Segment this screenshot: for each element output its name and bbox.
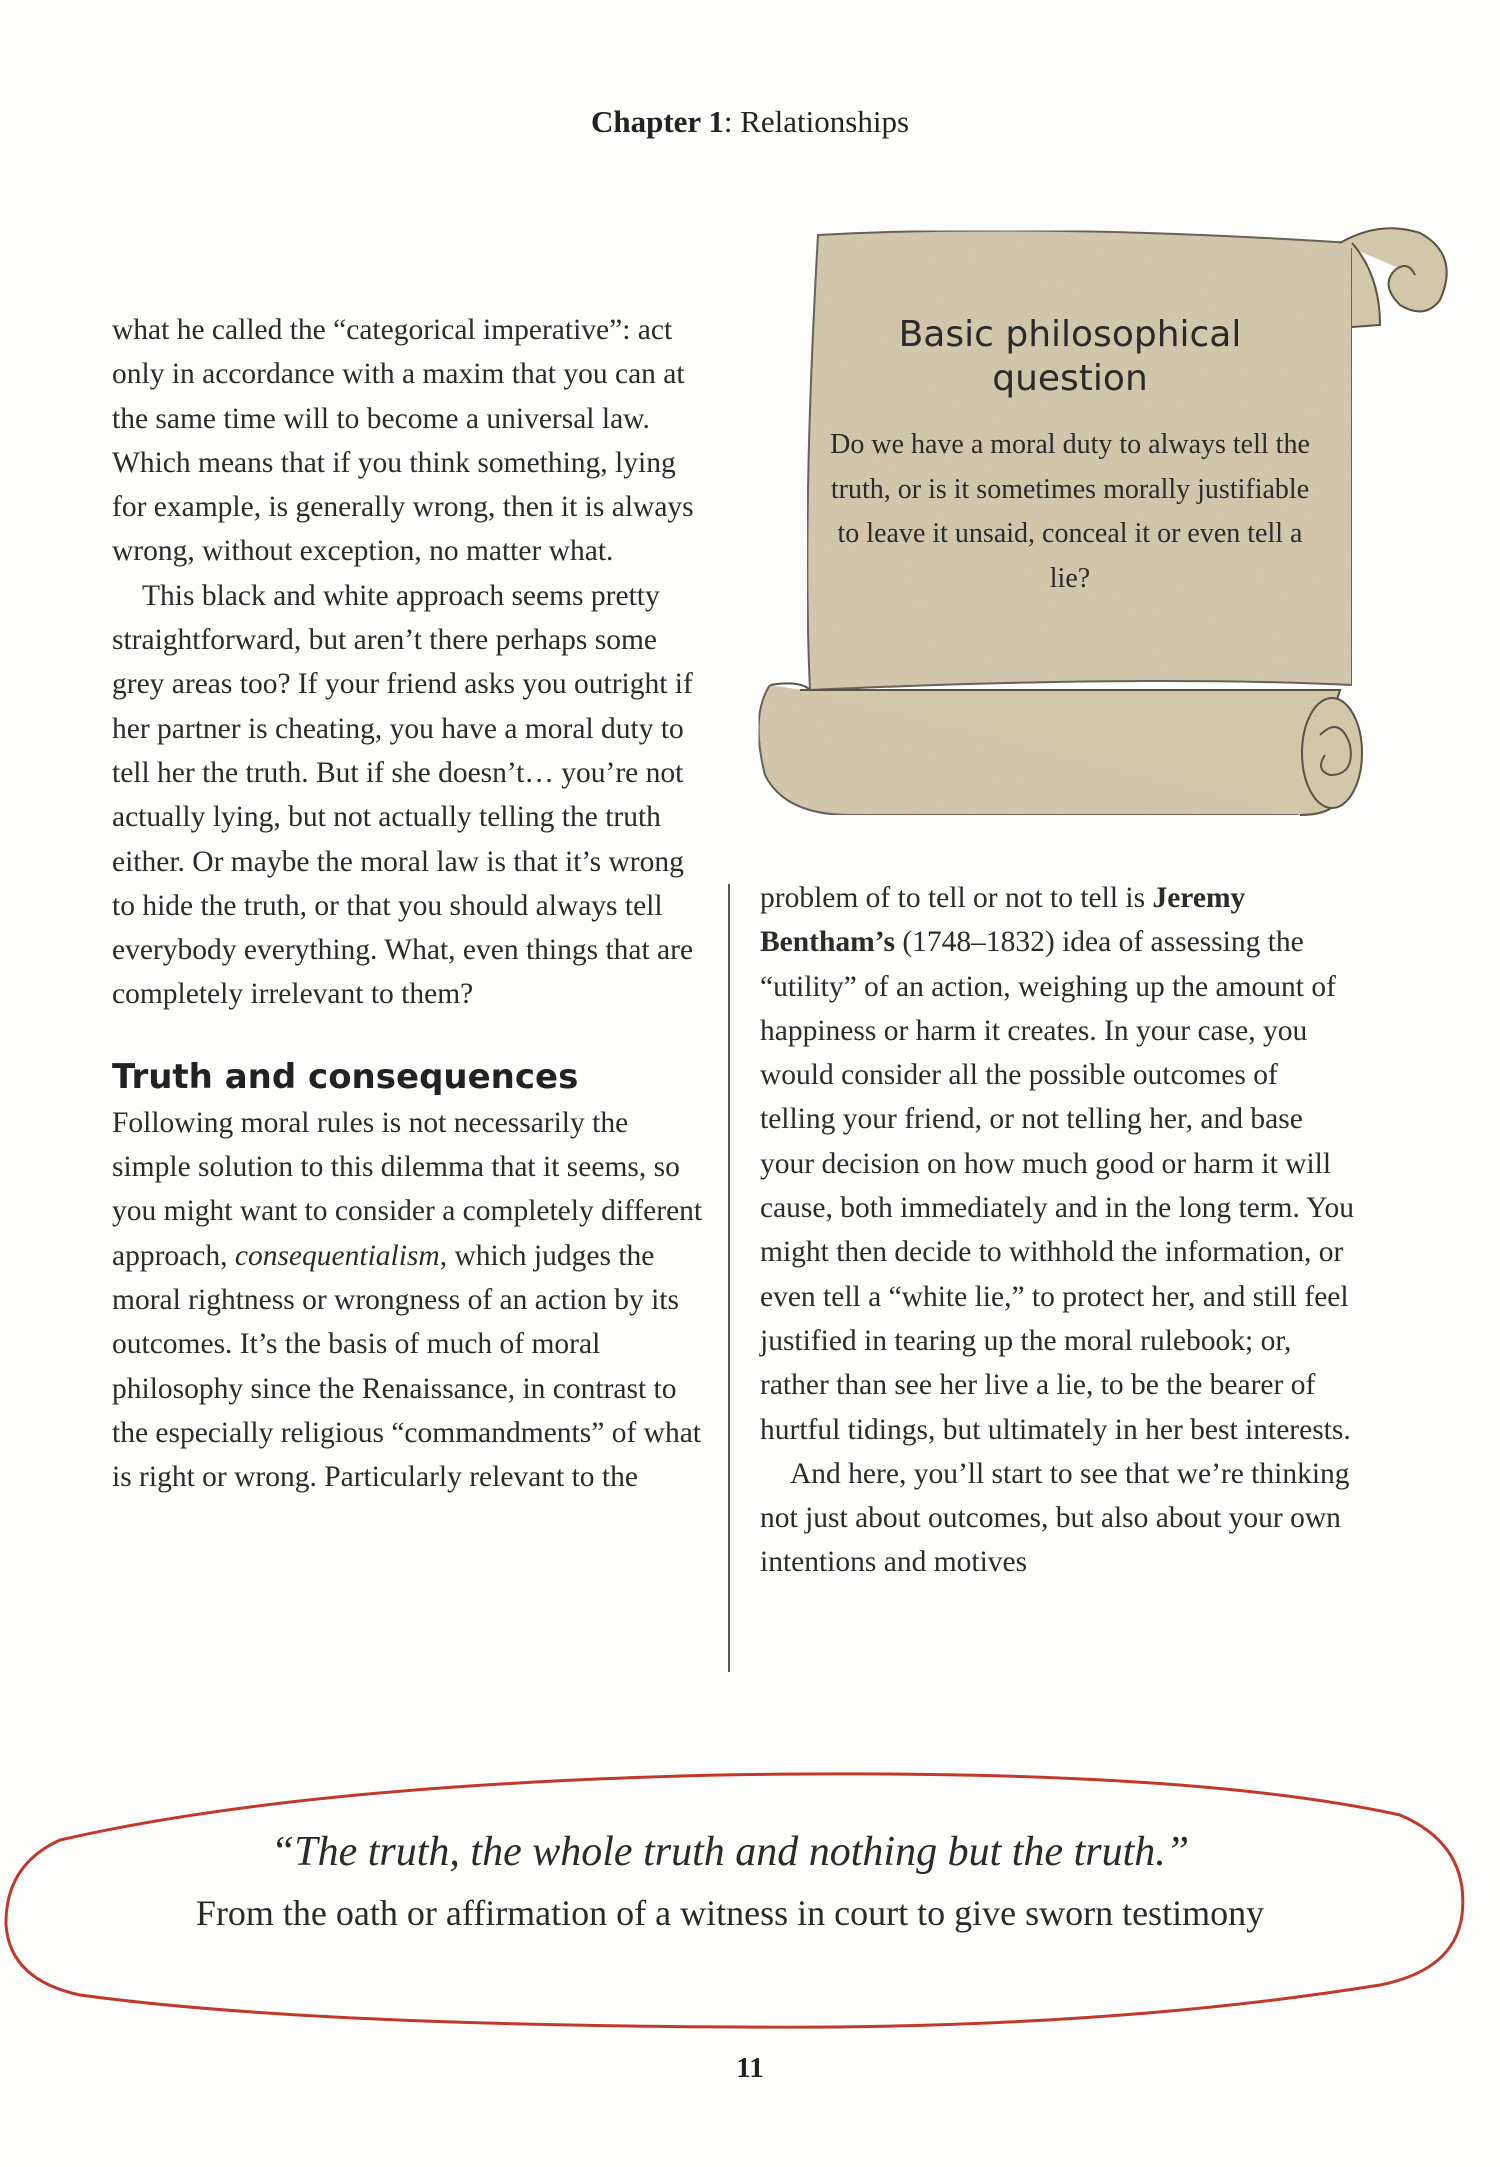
section-heading: Truth and consequences [112,1056,579,1097]
quote-text: “The truth, the whole truth and nothing but the truth.” [270,1829,1190,1875]
scroll-question: Do we have a moral duty to always tell the truth, or is it sometimes morally justifiable to leave it unsaid, conceal it or even tell a lie? [830,429,1310,594]
chapter-title: : Relationships [723,104,910,139]
right-paragraph-1 [760,876,1360,1452]
scroll-title: Basic philosophical question [898,314,1242,399]
chapter-label: Chapter 1 [590,104,724,139]
left-column [112,308,712,1499]
name-jeremy-bentham: Jeremy Bentham’s [760,882,1246,959]
left-paragraph-1: what he called the “categorical imperative”: act only in accordance with a maxim that you can at the same time will to become a universal law. Which means that if you think something, lying for example, is generally wrong, then it is always wrong, without exception, no matter what. [112,314,694,568]
term-consequentialism: consequentialism [234,1239,440,1272]
left-paragraph-3 [112,1101,712,1500]
left-paragraph-3-a: Following moral rules is not necessarily the simple solution to this dilemma that it seems, so you might want to consider a completely different approach, [112,1106,703,1272]
column-divider [728,884,730,1672]
left-paragraph-2: This black and white approach seems pretty straightforward, but aren’t there perhaps some grey areas too? If your friend asks you outright if her partner is cheating, you have a moral duty to tell her the truth. But if she doesn’t… you’re not actually lying, but not actually telling the truth either. Or maybe the moral law is that it’s wrong to hide the truth, or that you should always tell everybody everything. What, even things that are completely irrelevant to them? [112,579,694,1011]
page-number: 11 [736,2052,764,2084]
left-paragraph-3-b: , which judges the moral rightness or wrongness of an action by its outcomes. It’s the basis of much of moral philosophy since the Renaissance, in contrast to the especially religious “commandments” of what is right or wrong. Particularly relevant to the [112,1239,701,1494]
right-paragraph-1-b: (1748–1832) idea of assessing the “utility” of an action, weighing up the amount of happiness or harm it creates. In your case, you would consider all the possible outcomes of telling your friend, or not telling her, and base your decision on how much good or harm it will cause, both immediately and in the long term. You might then decide to withhold the information, or even tell a “white lie,” to protect her, and still feel justified in tearing up the moral rulebook; or, rather than see her live a lie, to be the bearer of hurtful tidings, but ultimately in her best interests. [760,926,1355,1446]
philosophical-question-scroll [740,215,1460,835]
right-column [760,876,1360,1585]
page-header [0,104,1500,140]
quote-box [0,1765,1500,2035]
right-paragraph-2: And here, you’ll start to see that we’re thinking not just about outcomes, but also about your own intentions and motives [760,1457,1350,1579]
right-paragraph-1-a: problem of to tell or not to tell is [760,882,1153,914]
quote-source: From the oath or affirmation of a witness in court to give sworn testimony [195,1893,1265,1933]
